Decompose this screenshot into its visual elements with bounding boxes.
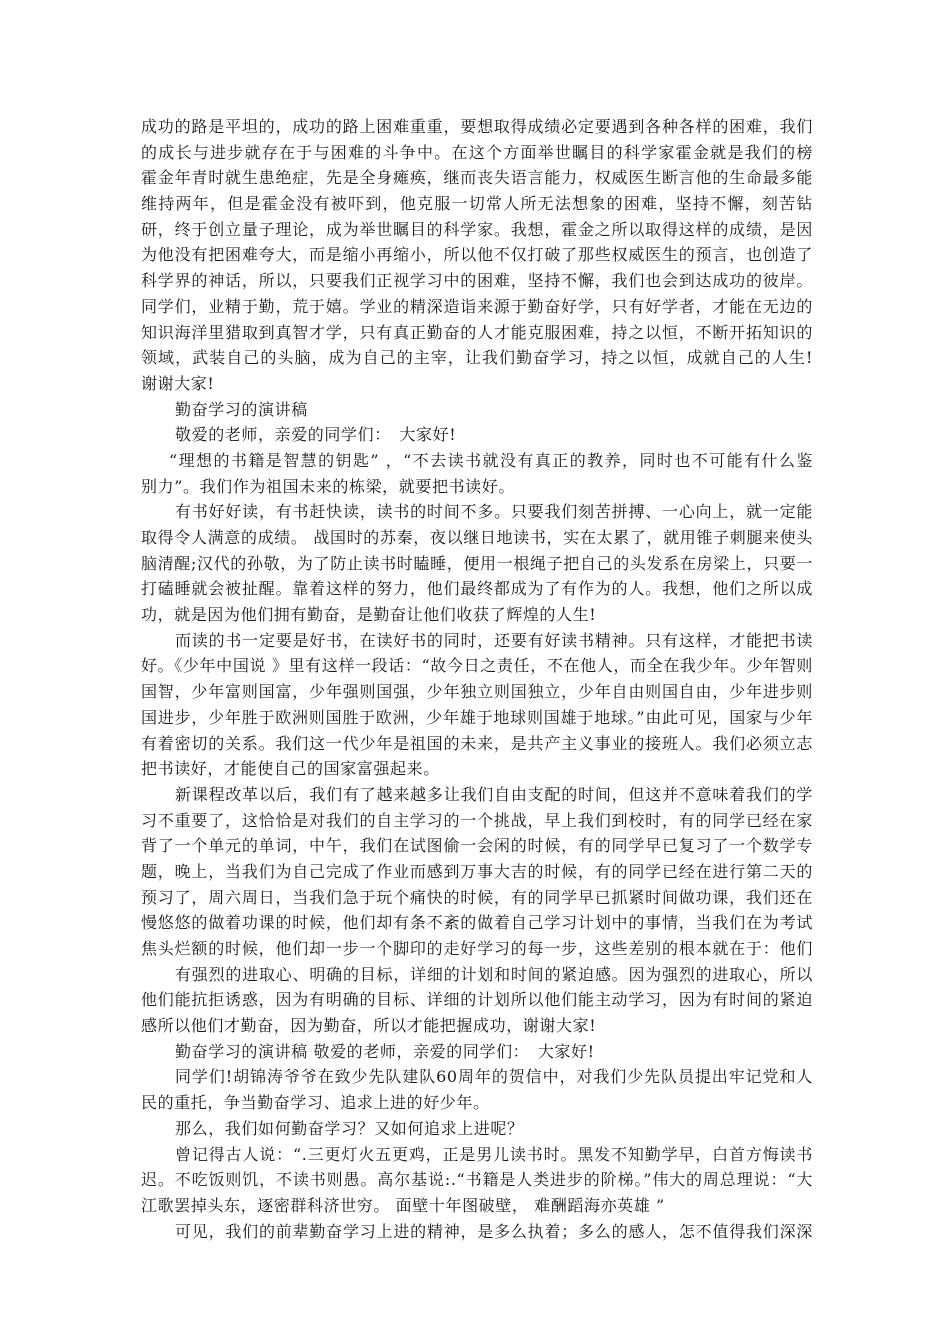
text-line: 敬爱的老师，亲爱的同学们： 大家好! xyxy=(175,425,457,445)
text-line: 打磕睡就会被扯醒。靠着这样的努力，他们最终都成为了有作为的人。我想，他们之所以成 xyxy=(141,579,813,599)
text-line: 迟。不吃饭则饥，不读书则愚。高尔基说:.“书籍是人类进步的阶梯。”伟大的周总理说：“大 xyxy=(141,1170,813,1190)
text-line: 他们能抗拒诱惑，因为有明确的目标、详细的计划所以他们能主动学习，因为有时间的紧迫 xyxy=(141,990,813,1010)
text-line: 为他没有把困难夸大，而是缩小再缩小，所以他不仅打破了那些权威医生的预言，也创造了 xyxy=(141,245,813,265)
text-line: 勤奋学习的演讲稿 敬爱的老师，亲爱的同学们： 大家好! xyxy=(175,1041,595,1061)
text-line: 功，就是因为他们拥有勤奋，是勤奋让他们收获了辉煌的人生! xyxy=(141,605,597,625)
text-line: 背了一个单元的单词，中午，我们在试图偷一会闲的时候，有的同学早已复习了一个数学专 xyxy=(141,836,813,856)
text-line: 维持两年，但是霍金没有被吓到，他克服一切常人所无法想象的困难，坚持不懈，刻苦钻 xyxy=(141,194,813,214)
text-line: 的成长与进步就存在于与困难的斗争中。在这个方面举世瞩目的科学家霍金就是我们的榜 xyxy=(141,142,813,162)
text-line: 曾记得古人说：“.三更灯火五更鸡，正是男儿读书时。黑发不知勤学早，白首方悔读书 xyxy=(175,1144,813,1164)
text-line: 而读的书一定要是好书，在读好书的同时，还要有好读书精神。只有这样，才能把书读 xyxy=(175,630,813,650)
text-line: 江歌罢掉头东，逐密群科济世穷。 面壁十年图破壁， 难酬蹈海亦英雄 ” xyxy=(141,1195,665,1215)
text-line: “理想的书籍是智慧的钥匙” ，“不去读书就没有真正的教养，同时也不可能有什么鉴 xyxy=(169,450,813,470)
text-line: 题，晚上，当我们为自己完成了作业而感到万事大吉的时候，有的同学已经在进行第二天的 xyxy=(141,861,813,881)
text-line: 焦头烂额的时候，他们却一步一个脚印的走好学习的每一步，这些差别的根本就在于：他们 xyxy=(141,939,813,958)
text-line: 勤奋学习的演讲稿 xyxy=(175,399,308,419)
text-line: 霍金年青时就生患绝症，先是全身瘫痪，继而丧失语言能力，权威医生断言他的生命最多能 xyxy=(141,168,813,188)
document-body xyxy=(141,114,813,1244)
text-line: 国进步，少年胜于欧洲则国胜于欧洲，少年雄于地球则国雄于地球。”由此可见，国家与少年 xyxy=(141,707,813,727)
text-line: 成功的路是平坦的，成功的路上困难重重，要想取得成绩必定要遇到各种各样的困难，我们 xyxy=(141,117,813,136)
text-line: 取得令人满意的成绩。 战国时的苏秦，夜以继日地读书，实在太累了，就用锥子刺腿来使头 xyxy=(141,528,813,547)
text-line: 领域，武装自己的头脑，成为自己的主宰，让我们勤奋学习，持之以恒，成就自己的人生! xyxy=(141,348,813,368)
text-line: 脑清醒;汉代的孙敬，为了防止读书时瞌睡，便用一根绳子把自己的头发系在房梁上，只要一 xyxy=(141,553,813,573)
text-line: 预习了，周六周日，当我们急于玩个痛快的时候，有的同学早已抓紧时间做功课，我们还在 xyxy=(141,887,813,907)
text-line: 研，终于创立量子理论，成为举世瞩目的科学家。我想，霍金之所以取得这样的成绩，是因 xyxy=(141,219,813,239)
text-line: 民的重托，争当勤奋学习、追求上进的好少年。 xyxy=(141,1093,490,1113)
text-line: 谢谢大家! xyxy=(141,373,215,393)
text-line: 可见，我们的前辈勤奋学习上进的精神，是多么执着；多么的感人，怎不值得我们深深 xyxy=(175,1221,813,1241)
text-line: 知识海洋里猎取到真智才学，只有真正勤奋的人才能克服困难，持之以恒，不断开拓知识的 xyxy=(141,322,813,342)
text-line: 感所以他们才勤奋，因为勤奋，所以才能把握成功，谢谢大家! xyxy=(141,1016,597,1036)
text-line: 有书好好读，有书赶快读，读书的时间不多。只要我们刻苦拼搏、一心向上，就一定能 xyxy=(175,502,813,522)
text-line: 别力”。我们作为祖国未来的栋梁，就要把书读好。 xyxy=(141,476,515,496)
text-line: 有着密切的关系。我们这一代少年是祖国的未来，是共产主义事业的接班人。我们必须立志 xyxy=(141,733,813,753)
text-line: 同学们!胡锦涛爷爷在致少先队建队60周年的贺信中，对我们少先队员提出牢记党和人 xyxy=(175,1067,813,1087)
text-line: 新课程改革以后，我们有了越来越多让我们自由支配的时间，但这并不意味着我们的学 xyxy=(175,784,813,804)
text-line: 好。《少年中国说 》里有这样一段话：“故今日之责任，不在他人，而全在我少年。少年智则 xyxy=(141,656,813,676)
text-line: 科学界的神话，所以，只要我们正视学习中的困难，坚持不懈，我们也会到达成功的彼岸。 xyxy=(141,271,813,291)
text-line: 慢悠悠的做着功课的时候，他们却有条不紊的做着自己学习计划中的事情，当我们在为考试 xyxy=(141,913,813,933)
text-line: 把书读好，才能使自己的国家富强起来。 xyxy=(141,759,440,779)
text-line: 国智，少年富则国富，少年强则国强，少年独立则国独立，少年自由则国自由，少年进步则 xyxy=(141,682,813,702)
text-line: 那么，我们如何勤奋学习？又如何追求上进呢？ xyxy=(175,1118,524,1138)
text-line: 同学们，业精于勤，荒于嬉。学业的精深造诣来源于勤奋好学，只有好学者，才能在无边的 xyxy=(141,296,813,316)
text-line: 习不重要了，这恰恰是对我们的自主学习的一个挑战，早上我们到校时，有的同学已经在家 xyxy=(141,810,813,830)
text-line: 有强烈的进取心、明确的目标，详细的计划和时间的紧迫感。因为强烈的进取心，所以 xyxy=(175,964,813,984)
